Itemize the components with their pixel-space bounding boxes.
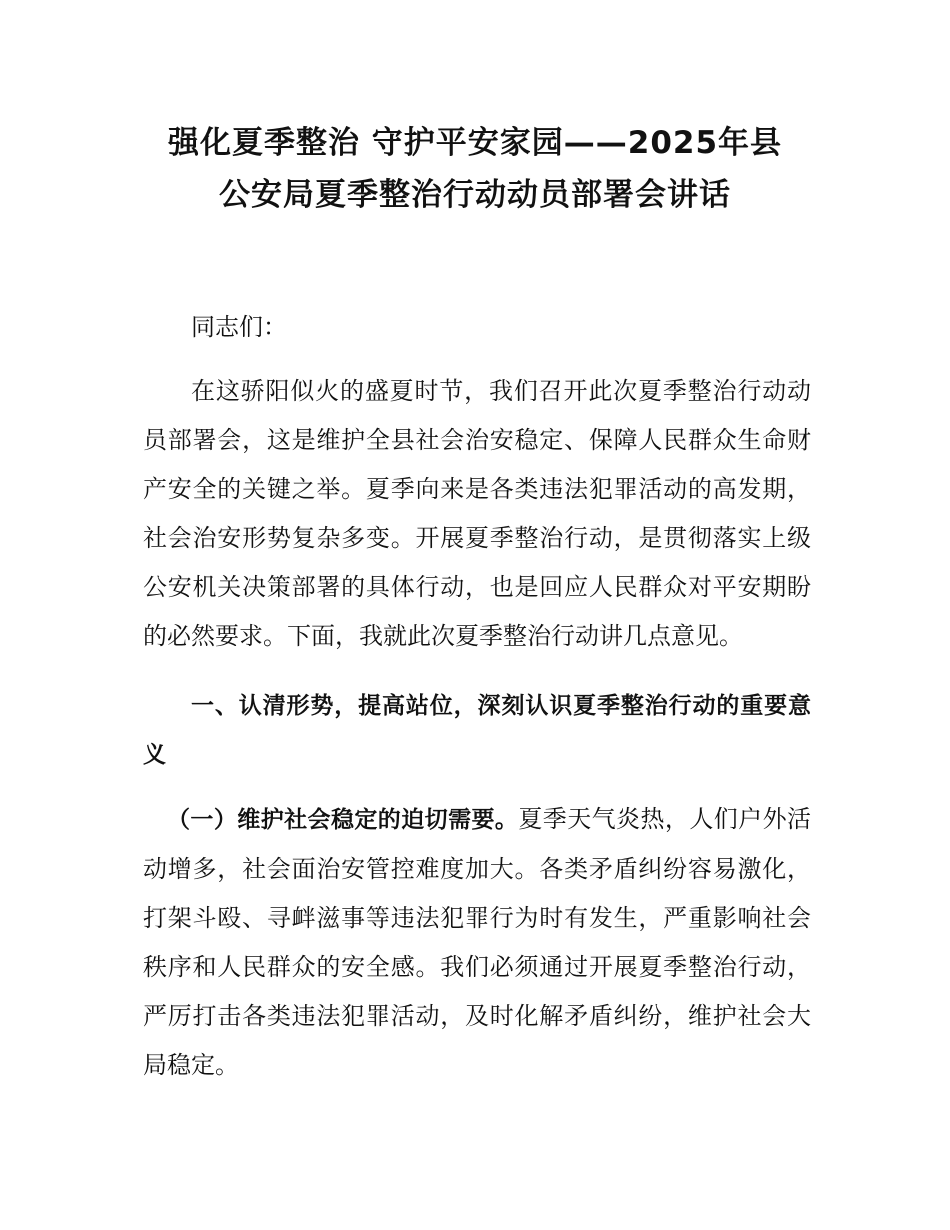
subsection-lead-1: （一）维护社会稳定的迫切需要。 [167, 807, 519, 833]
subsection-paragraph-1 [143, 795, 811, 1090]
title-line-1: 强化夏季整治 守护平安家园——2025年县 [167, 125, 783, 161]
salutation: 同志们： [191, 313, 287, 341]
title-line-2: 公安局夏季整治行动动员部署会讲话 [219, 177, 731, 213]
document-title [120, 117, 830, 221]
subsection-text-1: 夏季天气炎热，人们户外活动增多，社会面治安管控难度加大。各类矛盾纠纷容易激化，打架斗殴、寻衅滋事等违法犯罪行为时有发生，严重影响社会秩序和人民群众的安全感。我们必须通过开展夏季整治行动，严厉打击各类违法犯罪活动，及时化解矛盾纠纷，维护社会大局稳定。 [143, 805, 812, 1079]
intro-paragraph: 在这骄阳似火的盛夏时节，我们召开此次夏季整治行动动员部署会，这是维护全县社会治安稳定、保障人民群众生命财产安全的关键之举。夏季向来是各类违法犯罪活动的高发期，社会治安形势复杂多变。开展夏季整治行动，是贯彻落实上级公安机关决策部署的具体行动，也是回应人民群众对平安期盼的必然要求。下面，我就此次夏季整治行动讲几点意见。 [143, 377, 811, 650]
section-heading-1: 一、认清形势，提高站位，深刻认识夏季整治行动的重要意义 [143, 693, 811, 768]
